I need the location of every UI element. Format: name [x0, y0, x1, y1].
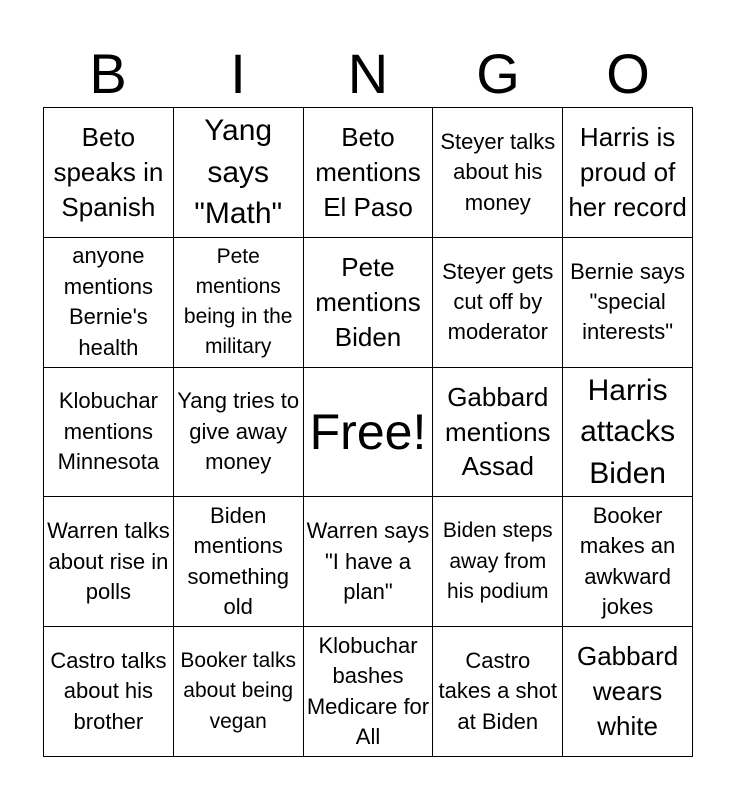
cell-text: Steyer talks about his money	[440, 128, 556, 215]
bingo-cell[interactable]	[563, 368, 693, 498]
bingo-cell[interactable]	[174, 627, 304, 757]
cell-text: Yang says "Math"	[194, 114, 283, 231]
bingo-cell[interactable]	[433, 368, 563, 498]
header-letter-g: G	[476, 42, 520, 105]
bingo-cell[interactable]	[44, 497, 174, 627]
bingo-cell[interactable]	[563, 627, 693, 757]
cell-text: anyone mentions Bernie's health	[63, 243, 154, 360]
bingo-cell[interactable]	[563, 108, 693, 238]
cell-text: Klobuchar bashes Medicare for All	[306, 632, 430, 749]
cell-text: Biden steps away from his podium	[442, 519, 553, 603]
cell-text: Beto mentions El Paso	[315, 122, 421, 222]
free-space-text: Free!	[309, 403, 427, 460]
bingo-cell[interactable]	[433, 497, 563, 627]
cell-text: Biden mentions something old	[187, 503, 289, 620]
cell-text: Yang tries to give away money	[177, 388, 300, 475]
bingo-cell[interactable]	[563, 238, 693, 368]
bingo-cell[interactable]	[44, 627, 174, 757]
bingo-cell[interactable]	[44, 368, 174, 498]
cell-text: Bernie says "special interests"	[570, 258, 686, 345]
bingo-cell[interactable]	[304, 238, 434, 368]
cell-text: Warren talks about rise in polls	[47, 518, 170, 604]
header-letter-i: I	[230, 42, 246, 105]
bingo-cell[interactable]	[174, 108, 304, 238]
cell-text: Klobuchar mentions Minnesota	[57, 388, 160, 475]
cell-text: Gabbard wears white	[577, 641, 679, 741]
bingo-card-grid	[43, 107, 693, 757]
cell-text: Gabbard mentions Assad	[445, 381, 551, 482]
cell-text: Booker makes an awkward jokes	[579, 503, 676, 620]
bingo-cell[interactable]	[433, 108, 563, 238]
cell-text: Pete mentions being in the military	[183, 244, 293, 359]
cell-text: Pete mentions Biden	[315, 251, 421, 352]
cell-text: Harris attacks Biden	[580, 373, 676, 490]
header-letter-o: O	[606, 42, 650, 105]
bingo-cell[interactable]	[44, 238, 174, 368]
cell-text: Castro talks about his brother	[50, 648, 167, 734]
bingo-cell[interactable]	[174, 238, 304, 368]
cell-text: Steyer gets cut off by moderator	[442, 258, 554, 345]
cell-text: Beto speaks in Spanish	[53, 122, 164, 222]
free-space-cell[interactable]	[304, 368, 434, 498]
bingo-cell[interactable]	[304, 108, 434, 238]
bingo-cell[interactable]	[433, 238, 563, 368]
bingo-cell[interactable]	[304, 497, 434, 627]
bingo-cell[interactable]	[563, 497, 693, 627]
cell-text: Castro takes a shot at Biden	[438, 648, 558, 734]
bingo-cell[interactable]	[433, 627, 563, 757]
bingo-cell[interactable]	[304, 627, 434, 757]
cell-text: Harris is proud of her record	[568, 122, 687, 222]
header-letter-b: B	[89, 42, 127, 105]
cell-text: Warren says "I have a plan"	[306, 518, 430, 604]
header-letter-n: N	[347, 42, 389, 105]
bingo-cell[interactable]	[174, 497, 304, 627]
bingo-cell[interactable]	[174, 368, 304, 498]
bingo-header	[43, 40, 693, 108]
bingo-cell[interactable]	[44, 108, 174, 238]
cell-text: Booker talks about being vegan	[180, 649, 296, 733]
